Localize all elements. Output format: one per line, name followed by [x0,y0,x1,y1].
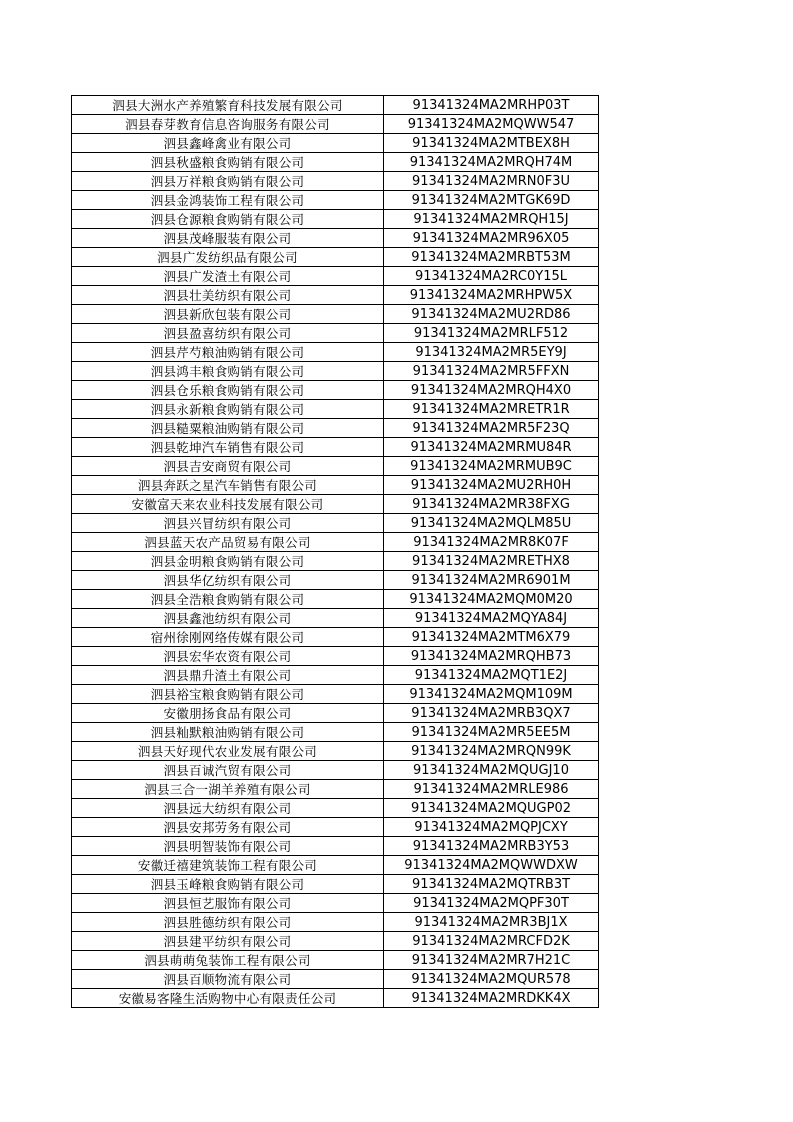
table-row [72,628,599,647]
company-name-cell: 泗县春芽教育信息咨询服务有限公司 [72,115,384,134]
table-row [72,723,599,742]
credit-code-cell: 91341324MA2MR5EE5M [384,723,599,742]
credit-code-cell: 91341324MA2MR3BJ1X [384,913,599,932]
company-name-cell: 泗县鼎升渣土有限公司 [72,666,384,685]
company-name-cell: 泗县茂峰服装有限公司 [72,229,384,248]
company-name-cell: 安徽朋扬食品有限公司 [72,704,384,723]
table-row [72,229,599,248]
credit-code-cell: 91341324MA2MQUGP02 [384,799,599,818]
credit-code-cell: 91341324MA2MRLE986 [384,780,599,799]
company-name-cell: 泗县乾坤汽车销售有限公司 [72,438,384,457]
company-name-cell: 泗县三合一湖羊养殖有限公司 [72,780,384,799]
company-name-cell: 泗县天好现代农业发展有限公司 [72,742,384,761]
credit-code-cell: 91341324MA2MQUR578 [384,970,599,989]
credit-code-cell: 91341324MA2MRQN99K [384,742,599,761]
table-row [72,248,599,267]
credit-code-cell: 91341324MA2MTBEX8H [384,134,599,153]
table-row [72,286,599,305]
company-name-cell: 泗县大洲水产养殖繁育科技发展有限公司 [72,96,384,115]
table-row [72,780,599,799]
table-row [72,419,599,438]
credit-code-cell: 91341324MA2MRQH4X0 [384,381,599,400]
credit-code-cell: 91341324MA2MQWWDXW [384,856,599,875]
credit-code-cell: 91341324MA2MRLF512 [384,324,599,343]
credit-code-cell: 91341324MA2MQTRB3T [384,875,599,894]
table-row [72,324,599,343]
table-row [72,514,599,533]
credit-code-cell: 91341324MA2MU2RD86 [384,305,599,324]
table-row [72,856,599,875]
credit-code-cell: 91341324MA2MRMU84R [384,438,599,457]
credit-code-cell: 91341324MA2MRHP03T [384,96,599,115]
table-row [72,134,599,153]
credit-code-cell: 91341324MA2MR38FXG [384,495,599,514]
credit-code-cell: 91341324MA2MTM6X79 [384,628,599,647]
company-name-cell: 泗县仓乐粮食购销有限公司 [72,381,384,400]
credit-code-cell: 91341324MA2MQT1E2J [384,666,599,685]
company-name-cell: 泗县玉峰粮食购销有限公司 [72,875,384,894]
credit-code-cell: 91341324MA2MR8K07F [384,533,599,552]
table-row [72,704,599,723]
credit-code-cell: 91341324MA2MQM109M [384,685,599,704]
table-row [72,400,599,419]
table-row [72,799,599,818]
table-row [72,913,599,932]
credit-code-cell: 91341324MA2MQLM85U [384,514,599,533]
company-name-cell: 泗县金明粮食购销有限公司 [72,552,384,571]
table-row [72,96,599,115]
table-row [72,552,599,571]
table-row [72,970,599,989]
credit-code-cell: 91341324MA2MU2RH0H [384,476,599,495]
company-name-cell: 泗县万祥粮食购销有限公司 [72,172,384,191]
company-name-cell: 泗县萌萌兔装饰工程有限公司 [72,951,384,970]
credit-code-cell: 91341324MA2MRN0F3U [384,172,599,191]
company-name-cell: 泗县奔跃之星汽车销售有限公司 [72,476,384,495]
table-row [72,153,599,172]
credit-code-cell: 91341324MA2MQWW547 [384,115,599,134]
company-name-cell: 泗县兴冒纺织有限公司 [72,514,384,533]
company-name-cell: 泗县壮美纺织有限公司 [72,286,384,305]
company-name-cell: 泗县恒艺服饰有限公司 [72,894,384,913]
table-row [72,115,599,134]
credit-code-cell: 91341324MA2MRB3Y53 [384,837,599,856]
table-row [72,590,599,609]
credit-code-cell: 91341324MA2MR5FFXN [384,362,599,381]
table-row [72,989,599,1008]
company-name-cell: 泗县宏华农资有限公司 [72,647,384,666]
company-name-cell: 泗县广发纺织品有限公司 [72,248,384,267]
credit-code-cell: 91341324MA2MRQHB73 [384,647,599,666]
credit-code-cell: 91341324MA2MRETR1R [384,400,599,419]
company-name-cell: 泗县鑫峰禽业有限公司 [72,134,384,153]
credit-code-cell: 91341324MA2MTGK69D [384,191,599,210]
table-row [72,172,599,191]
table-row [72,305,599,324]
company-name-cell: 泗县蓝天农产品贸易有限公司 [72,533,384,552]
company-name-cell: 泗县广发渣土有限公司 [72,267,384,286]
table-row [72,476,599,495]
company-name-cell: 泗县华亿纺织有限公司 [72,571,384,590]
table-body [72,96,599,1008]
company-name-cell: 宿州徐刚网络传媒有限公司 [72,628,384,647]
table-row [72,837,599,856]
credit-code-cell: 91341324MA2MR6901M [384,571,599,590]
company-name-cell: 泗县鑫池纺织有限公司 [72,609,384,628]
table-row [72,381,599,400]
company-name-cell: 泗县吉安商贸有限公司 [72,457,384,476]
credit-code-cell: 91341324MA2MQUGJ10 [384,761,599,780]
company-name-cell: 泗县仓源粮食购销有限公司 [72,210,384,229]
company-name-cell: 泗县鸿丰粮食购销有限公司 [72,362,384,381]
company-name-cell: 泗县裕宝粮食购销有限公司 [72,685,384,704]
credit-code-cell: 91341324MA2MRB3QX7 [384,704,599,723]
table-row [72,267,599,286]
credit-code-cell: 91341324MA2MRMUB9C [384,457,599,476]
company-name-cell: 泗县新欣包装有限公司 [72,305,384,324]
table-row [72,875,599,894]
company-registry-table [71,95,599,1008]
table-row [72,457,599,476]
credit-code-cell: 91341324MA2MRQH74M [384,153,599,172]
table-row [72,533,599,552]
company-name-cell: 泗县永新粮食购销有限公司 [72,400,384,419]
table-row [72,894,599,913]
company-name-cell: 安徽富天来农业科技发展有限公司 [72,495,384,514]
credit-code-cell: 91341324MA2MRHPW5X [384,286,599,305]
company-name-cell: 泗县金鸿装饰工程有限公司 [72,191,384,210]
company-name-cell: 泗县明智装饰有限公司 [72,837,384,856]
company-name-cell: 泗县籼默粮油购销有限公司 [72,723,384,742]
credit-code-cell: 91341324MA2MQPJCXY [384,818,599,837]
table-row [72,362,599,381]
table-row [72,685,599,704]
credit-code-cell: 91341324MA2MR96X05 [384,229,599,248]
company-name-cell: 安徽易客隆生活购物中心有限责任公司 [72,989,384,1008]
credit-code-cell: 91341324MA2MR7H21C [384,951,599,970]
credit-code-cell: 91341324MA2RC0Y15L [384,267,599,286]
table-row [72,609,599,628]
table-row [72,951,599,970]
company-name-cell: 泗县全浩粮食购销有限公司 [72,590,384,609]
company-name-cell: 泗县远大纺织有限公司 [72,799,384,818]
company-name-cell: 泗县糙粟粮油购销有限公司 [72,419,384,438]
credit-code-cell: 91341324MA2MR5EY9J [384,343,599,362]
credit-code-cell: 91341324MA2MRBT53M [384,248,599,267]
table-row [72,666,599,685]
credit-code-cell: 91341324MA2MRQH15J [384,210,599,229]
table-row [72,818,599,837]
table-row [72,210,599,229]
company-name-cell: 安徽迁禧建筑装饰工程有限公司 [72,856,384,875]
credit-code-cell: 91341324MA2MRETHX8 [384,552,599,571]
credit-code-cell: 91341324MA2MQYA84J [384,609,599,628]
company-name-cell: 泗县百顺物流有限公司 [72,970,384,989]
credit-code-cell: 91341324MA2MQM0M20 [384,590,599,609]
table-row [72,438,599,457]
company-name-cell: 泗县盈喜纺织有限公司 [72,324,384,343]
credit-code-cell: 91341324MA2MQPF30T [384,894,599,913]
table-row [72,571,599,590]
table-row [72,495,599,514]
credit-code-cell: 91341324MA2MR5F23Q [384,419,599,438]
company-name-cell: 泗县芹芍粮油购销有限公司 [72,343,384,362]
credit-code-cell: 91341324MA2MRDKK4X [384,989,599,1008]
table-row [72,191,599,210]
company-name-cell: 泗县百诚汽贸有限公司 [72,761,384,780]
table-row [72,647,599,666]
company-name-cell: 泗县秋盛粮食购销有限公司 [72,153,384,172]
credit-code-cell: 91341324MA2MRCFD2K [384,932,599,951]
table-row [72,742,599,761]
table-row [72,761,599,780]
table-row [72,932,599,951]
company-name-cell: 泗县安邦劳务有限公司 [72,818,384,837]
table-row [72,343,599,362]
company-name-cell: 泗县胜德纺织有限公司 [72,913,384,932]
company-name-cell: 泗县建平纺织有限公司 [72,932,384,951]
